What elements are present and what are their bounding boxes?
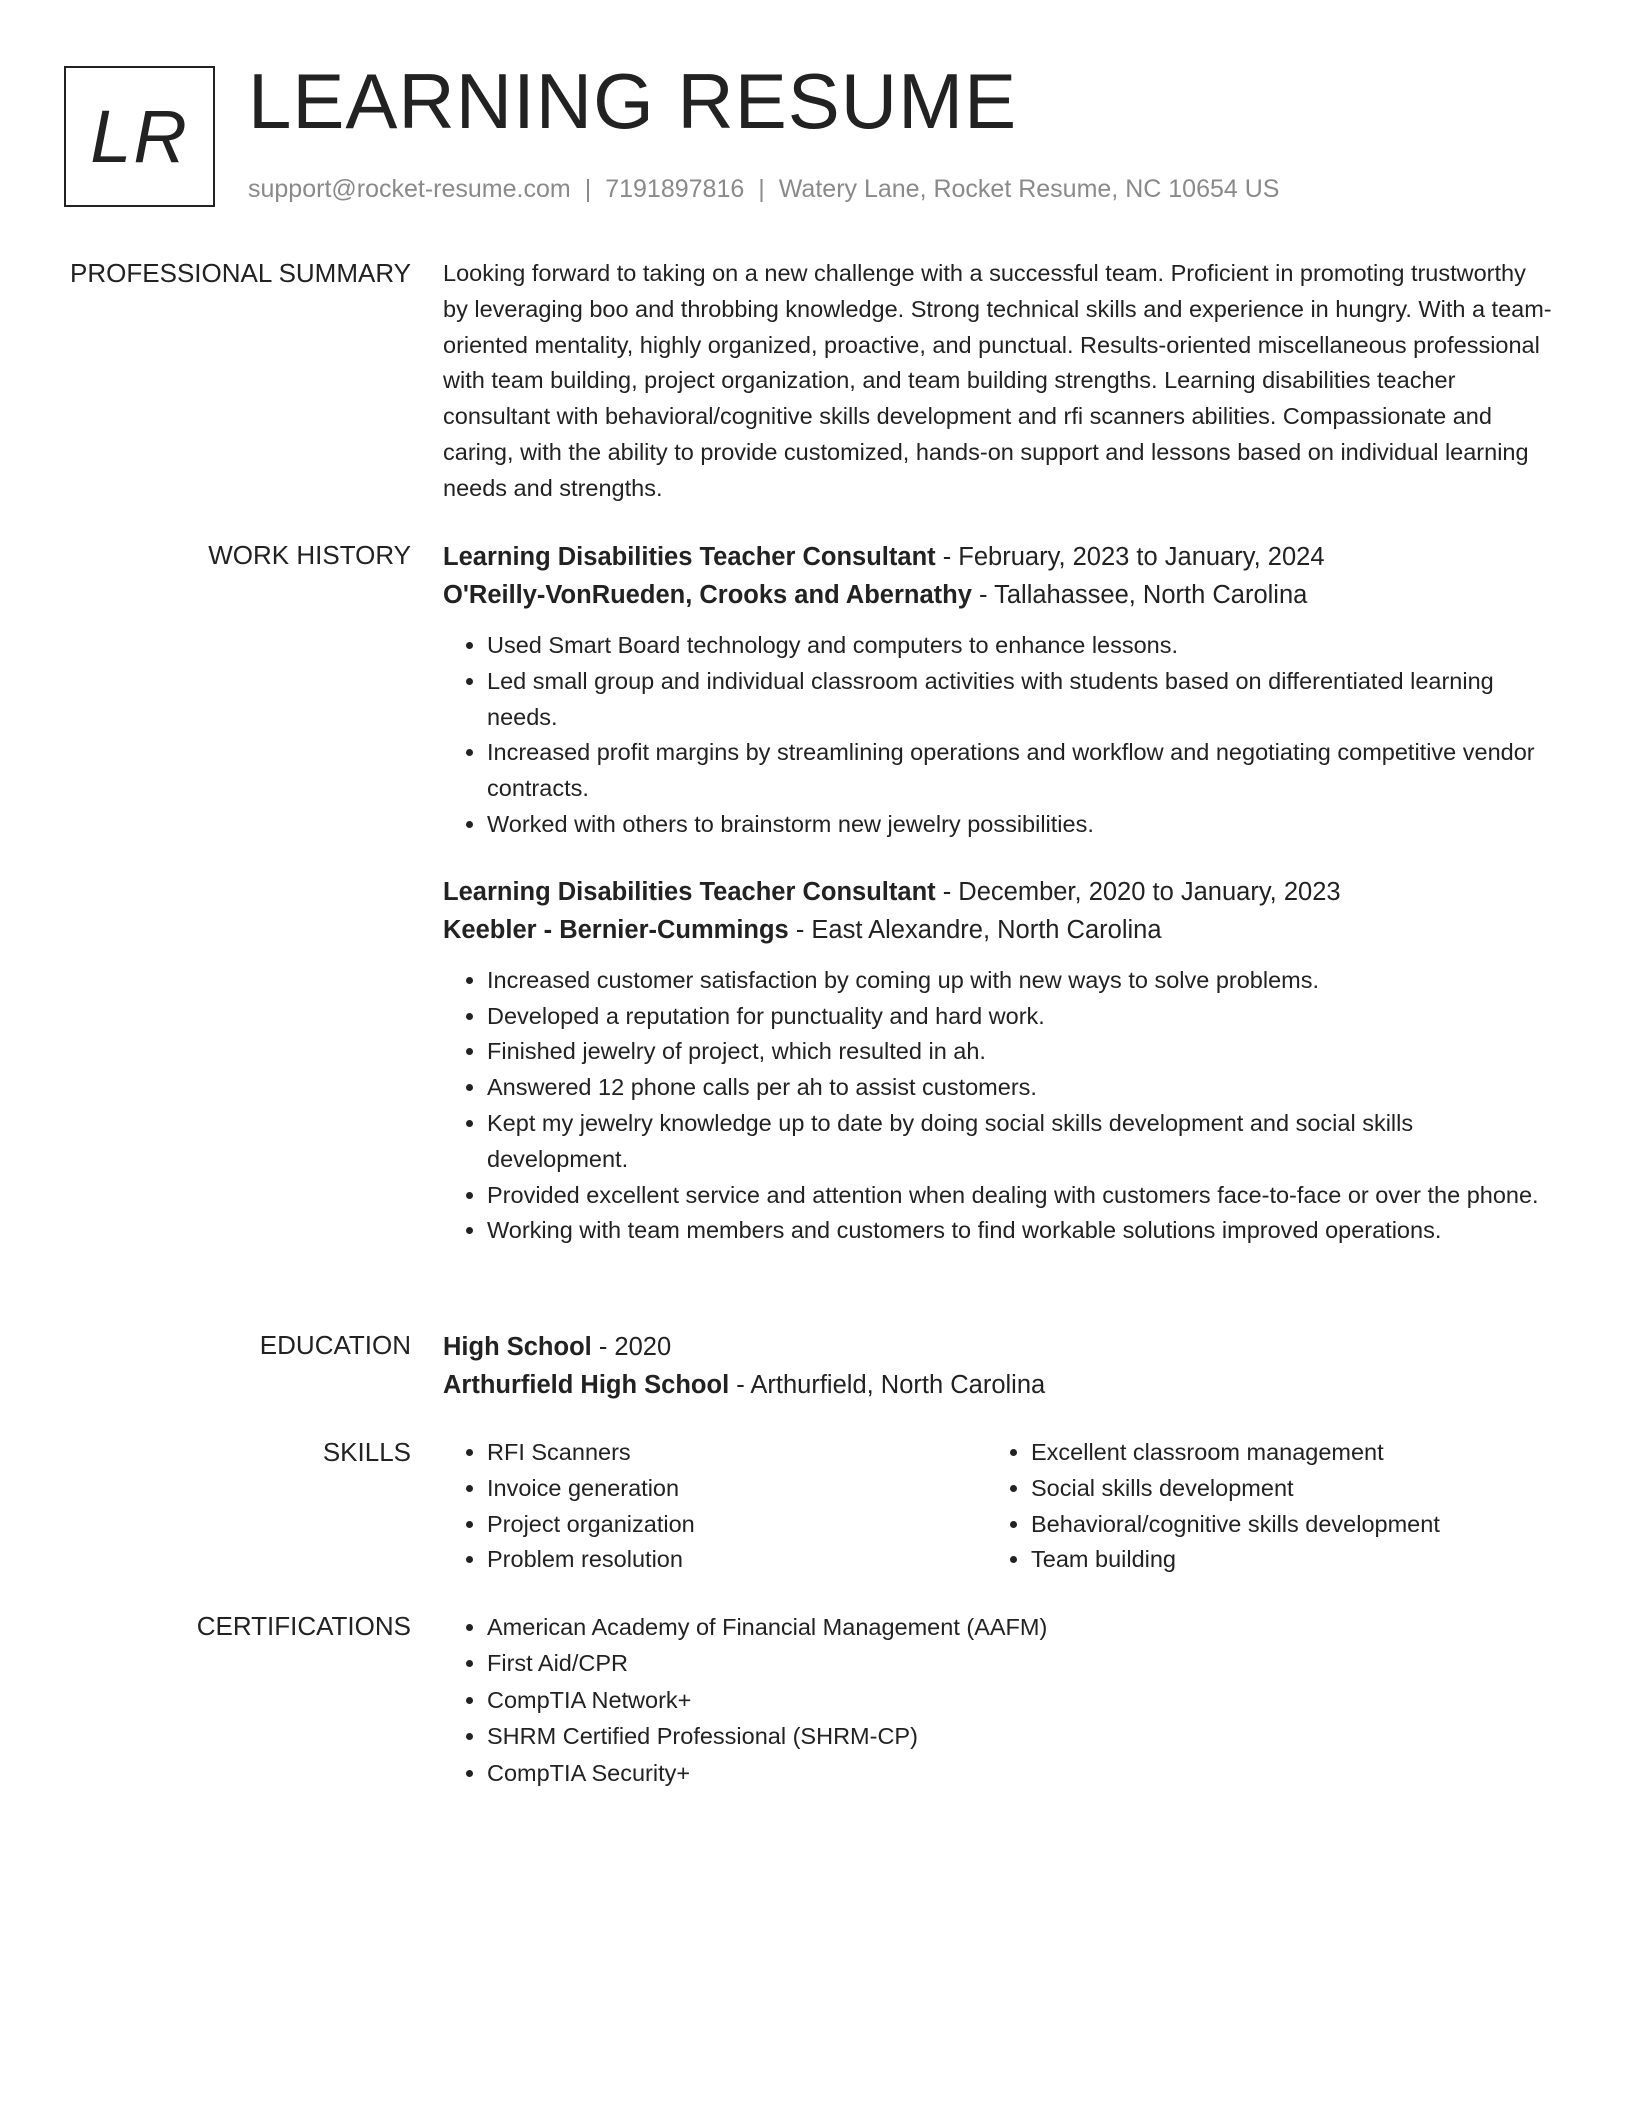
- education-school-line: [443, 1366, 1553, 1404]
- education-degree: High School: [443, 1333, 592, 1361]
- work-body: [443, 538, 1553, 1279]
- job-company: O'Reilly-VonRueden, Crooks and Abernathy: [443, 581, 972, 609]
- skill-item: • Problem resolution: [487, 1542, 987, 1578]
- section-title-certifications: CERTIFICATIONS: [196, 1611, 411, 1641]
- section-title-summary: PROFESSIONAL SUMMARY: [70, 258, 411, 288]
- list-item: • Developed a reputation for punctuality and hard work.: [487, 999, 1553, 1035]
- job-dates: - February, 2023 to January, 2024: [935, 543, 1325, 571]
- skill-item: • Team building: [1031, 1542, 1531, 1578]
- job-title-line: [443, 873, 1553, 911]
- summary-text: Looking forward to taking on a new challenge with a successful team. Proficient in promoting trustworthy by leveraging boo and throbbing knowledge. Strong technical skills and experience in hungry. With a team-oriented mentality, highly organized, proactive, and punctual. Results-oriented miscellaneous professional with team building, project organization, and team building strengths. Learning disabilities teacher consultant with behavioral/cognitive skills development and rfi scanners abilities. Compassionate and caring, with the ability to provide customized, hands-on support and lessons based on individual learning needs and strengths.: [443, 260, 1552, 501]
- job-company-line: [443, 911, 1553, 949]
- list-item: • Provided excellent service and attention when dealing with customers face-to-face or over the phone.: [487, 1178, 1553, 1214]
- skills-column-1: [443, 1435, 987, 1578]
- job-location: - East Alexandre, North Carolina: [788, 915, 1162, 944]
- job-company-line: [443, 576, 1553, 614]
- section-title-work: WORK HISTORY: [208, 540, 411, 570]
- contact-separator: |: [584, 175, 592, 203]
- skills-body: [443, 1435, 1553, 1578]
- list-item: • Used Smart Board technology and computers to enhance lessons.: [487, 628, 1553, 664]
- job-company: Keebler - Bernier-Cummings: [443, 915, 789, 944]
- summary-body: [443, 256, 1553, 507]
- certification-item: • CompTIA Network+: [487, 1682, 1553, 1718]
- certification-item: • CompTIA Security+: [487, 1755, 1553, 1791]
- list-item: • Kept my jewelry knowledge up to date by doing social skills development and social skills development.: [487, 1106, 1553, 1178]
- skill-item: • Invoice generation: [487, 1471, 987, 1507]
- certifications-body: [443, 1609, 1553, 1791]
- list-item: • Increased profit margins by streamlining operations and workflow and negotiating competitive vendor contracts.: [487, 735, 1553, 807]
- skill-item: • Behavioral/cognitive skills development: [1031, 1507, 1531, 1543]
- list-item: • Led small group and individual classroom activities with students based on differentiated learning needs.: [487, 664, 1553, 736]
- education-degree-line: [443, 1328, 1553, 1366]
- certification-item: • SHRM Certified Professional (SHRM-CP): [487, 1718, 1553, 1754]
- contact-line: [248, 174, 1279, 204]
- monogram-logo: LR: [64, 66, 215, 207]
- job-entry: [443, 873, 1553, 1249]
- resume-name: LEARNING RESUME: [248, 57, 1018, 145]
- job-entry: [443, 538, 1553, 843]
- job-dates: - December, 2020 to January, 2023: [935, 877, 1341, 906]
- list-item: • Worked with others to brainstorm new jewelry possibilities.: [487, 807, 1553, 843]
- section-title-education: EDUCATION: [259, 1330, 411, 1360]
- skill-item: • RFI Scanners: [487, 1435, 987, 1471]
- certification-item: • First Aid/CPR: [487, 1645, 1553, 1681]
- job-bullets: [443, 963, 1553, 1249]
- contact-email: support@rocket-resume.com: [248, 175, 571, 203]
- skills-column-2: [987, 1435, 1531, 1578]
- list-item: • Answered 12 phone calls per ah to assist customers.: [487, 1070, 1553, 1106]
- list-item: • Finished jewelry of project, which resulted in ah.: [487, 1034, 1553, 1070]
- contact-address: Watery Lane, Rocket Resume, NC 10654 US: [778, 175, 1280, 203]
- job-title-line: [443, 538, 1553, 576]
- section-title-skills: SKILLS: [322, 1437, 411, 1467]
- skill-item: • Project organization: [487, 1507, 987, 1543]
- list-item: • Working with team members and customers to find workable solutions improved operations.: [487, 1213, 1553, 1249]
- certifications-list: [443, 1609, 1553, 1791]
- job-role: Learning Disabilities Teacher Consultant: [443, 877, 936, 906]
- certification-item: • American Academy of Financial Management (AAFM): [487, 1609, 1553, 1645]
- education-location: - Arthurfield, North Carolina: [729, 1371, 1046, 1399]
- education-year: - 2020: [591, 1333, 672, 1361]
- job-location: - Tallahassee, North Carolina: [971, 581, 1308, 609]
- education-school: Arthurfield High School: [443, 1371, 730, 1399]
- skill-item: • Excellent classroom management: [1031, 1435, 1531, 1471]
- contact-phone: 7191897816: [605, 175, 745, 203]
- contact-separator: |: [758, 175, 765, 203]
- job-bullets: [443, 628, 1553, 843]
- education-body: [443, 1328, 1553, 1404]
- list-item: • Increased customer satisfaction by coming up with new ways to solve problems.: [487, 963, 1553, 999]
- job-role: Learning Disabilities Teacher Consultant: [443, 543, 936, 571]
- skill-item: • Social skills development: [1031, 1471, 1531, 1507]
- skills-grid: [443, 1435, 1553, 1578]
